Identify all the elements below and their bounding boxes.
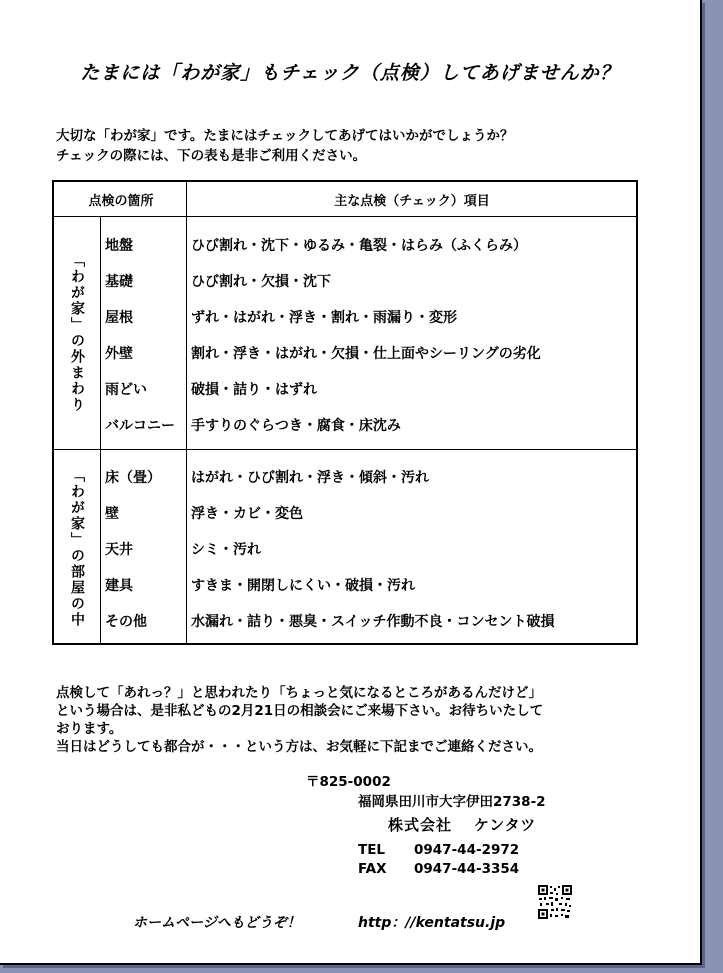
- row-items: はがれ・ひび割れ・浮き・傾斜・汚れ: [191, 470, 429, 486]
- category-interior: [54, 450, 100, 645]
- website-url: http：//kentatsu.jp: [358, 915, 506, 931]
- section-divider: [54, 449, 636, 450]
- notice-line: 当日はどうしても都合が・・・という方は、お気軽に下記までご連絡ください。: [56, 739, 542, 755]
- notice-line: という場合は、是非私どもの2月21日の相談会にご来場下さい。お待ちいたして: [56, 703, 544, 719]
- table-row: [101, 459, 636, 495]
- row-part: 基礎: [105, 274, 133, 290]
- table-row: [101, 603, 636, 639]
- table-row: [101, 263, 636, 299]
- row-items: ひび割れ・欠損・沈下: [191, 274, 331, 290]
- inspection-table: [52, 180, 638, 645]
- postal-code: 〒825-0002: [306, 774, 391, 790]
- row-items: 浮き・カビ・変色: [191, 506, 303, 522]
- intro-text: [56, 126, 656, 166]
- category-label: 「わが家」の部屋の中: [69, 467, 85, 628]
- row-part: 地盤: [105, 238, 133, 254]
- fax-label: FAX: [358, 861, 387, 877]
- table-row: [101, 227, 636, 263]
- intro-line: チェックの際には、下の表も是非ご利用ください。: [56, 148, 367, 164]
- row-part: 屋根: [105, 310, 133, 326]
- notice-text: [56, 684, 656, 756]
- row-part: 雨どい: [105, 382, 147, 398]
- row-part: 天井: [105, 542, 133, 558]
- table-header: [54, 182, 636, 217]
- header-location: 点検の箇所: [88, 193, 154, 209]
- tel-label: TEL: [358, 842, 386, 858]
- address: 福岡県田川市大字伊田2738-2: [358, 794, 546, 810]
- table-row: [101, 371, 636, 407]
- row-items: ずれ・はがれ・浮き・割れ・雨漏り・変形: [191, 310, 457, 326]
- table-row: [101, 335, 636, 371]
- category-label: 「わが家」の外まわり: [69, 252, 85, 413]
- row-items: シミ・汚れ: [191, 542, 261, 558]
- company-type: 株式会社: [388, 816, 453, 834]
- row-part: 壁: [105, 506, 119, 522]
- row-part: 建具: [105, 578, 133, 594]
- table-row: [101, 531, 636, 567]
- row-items: ひび割れ・沈下・ゆるみ・亀裂・はらみ（ふくらみ）: [191, 238, 527, 254]
- intro-line: 大切な「わが家」です。たまにはチェックしてあげてはいかがでしょうか？: [56, 128, 514, 144]
- table-row: [101, 495, 636, 531]
- row-part: 外壁: [105, 346, 133, 362]
- company-label: ケンタツ: [474, 816, 537, 834]
- table-row: [101, 407, 636, 443]
- category-exterior: [54, 216, 100, 449]
- qr-code-icon: [537, 884, 573, 920]
- tel-number: 0947-44-2972: [414, 842, 520, 858]
- row-items: すきま・開閉しにくい・破損・汚れ: [191, 578, 415, 594]
- homepage-text: ホームページへもどうぞ！: [133, 915, 301, 931]
- header-items: 主な点検（チェック）項目: [334, 193, 490, 209]
- notice-line: 点検して「あれっ？」と思われたり「ちょっと気になるところがあるんだけど」: [56, 685, 542, 701]
- company-name: [388, 814, 536, 835]
- page-title: たまには「わが家」もチェック（点検）してあげませんか？: [80, 62, 620, 84]
- table-row: [101, 299, 636, 335]
- row-part: 床（畳）: [105, 470, 161, 486]
- row-items: 水漏れ・詰り・悪臭・スイッチ作動不良・コンセント破損: [191, 614, 555, 630]
- table-row: [101, 567, 636, 603]
- row-items: 破損・詰り・はずれ: [191, 382, 317, 398]
- row-items: 割れ・浮き・はがれ・欠損・仕上面やシーリングの劣化: [191, 346, 541, 362]
- fax-number: 0947-44-3354: [414, 861, 520, 877]
- row-part: バルコニー: [105, 418, 175, 434]
- row-items: 手すりのぐらつき・腐食・床沈み: [191, 418, 401, 434]
- notice-line: おります。: [56, 721, 123, 737]
- row-part: その他: [105, 614, 147, 630]
